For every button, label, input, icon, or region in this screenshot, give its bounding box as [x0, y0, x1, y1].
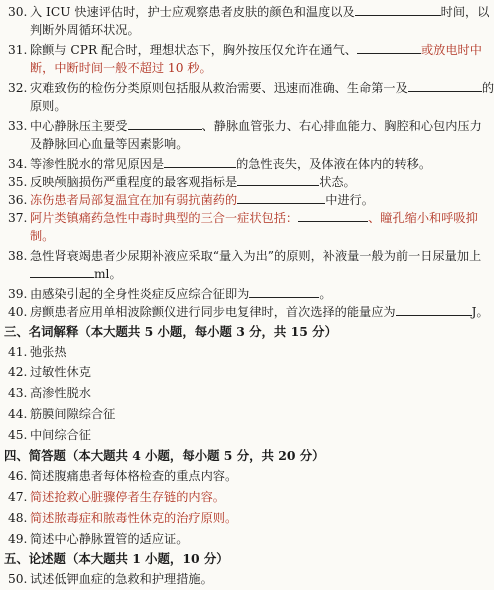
question-35: 35. 反映颅脑损伤严重程度的最客观指标是 状态。	[8, 175, 356, 189]
question-34: 34. 等渗性脱水的常见原因是 的急性丧失，及体液在体内的转移。	[8, 157, 432, 171]
question-45: 45. 中间综合征	[8, 428, 91, 442]
question-47: 47. 简述抢救心脏骤停者生存链的内容。	[8, 490, 225, 504]
question-30-cont: 判断外周循环状况。	[30, 23, 140, 37]
answer-blank[interactable]	[396, 303, 472, 316]
question-46: 46. 简述腹痛患者每体格检查的重点内容。	[8, 469, 238, 483]
question-48: 48. 简述脓毒症和脓毒性休克的治疗原则。	[8, 511, 238, 525]
question-33-cont: 及静脉回心血量等因素影响。	[30, 137, 189, 151]
question-41: 41. 弛张热	[8, 345, 67, 359]
answer-blank[interactable]	[237, 173, 319, 186]
question-32-cont: 原则。	[30, 99, 67, 113]
question-40: 40. 房颤患者应用单相波除颤仪进行同步电复律时，首次选择的能量应为 J。	[8, 305, 489, 319]
question-31: 31. 除颤与 CPR 配合时，理想状态下，胸外按压仅允许在通气、 或放电时中	[8, 43, 482, 57]
answer-blank[interactable]	[237, 191, 325, 204]
question-50: 50. 试述低钾血症的急救和护理措施。	[8, 572, 213, 586]
answer-blank[interactable]	[164, 155, 236, 168]
question-37: 37. 阿片类镇痛药急性中毒时典型的三合一症状包括： 、瞳孔缩小和呼吸抑	[8, 211, 478, 225]
answer-blank[interactable]	[357, 41, 421, 54]
question-43: 43. 高渗性脱水	[8, 386, 91, 400]
question-38: 38. 急性肾衰竭患者少尿期补液应采取“量入为出”的原则，补液量一般为前一日尿量加上	[8, 249, 482, 263]
answer-blank[interactable]	[30, 265, 94, 278]
answer-blank[interactable]	[408, 79, 482, 92]
answer-blank[interactable]	[249, 285, 319, 298]
question-32: 32. 灾难致伤的检伤分类原则包括服从救治需要、迅速而准确、生命第一及 的	[8, 81, 494, 95]
answer-blank[interactable]	[355, 3, 441, 16]
answer-blank[interactable]	[128, 117, 202, 130]
question-33: 33. 中心静脉压主要受 、静脉血管张力、右心排血能力、胸腔和心包内压力	[8, 119, 482, 133]
section-heading-essay: 五、论述题（本大题共 1 小题，10 分）	[4, 551, 229, 566]
section-heading-terms: 三、名词解释（本大题共 5 小题，每小题 3 分，共 15 分）	[4, 324, 337, 339]
section-heading-short-answer: 四、简答题（本大题共 4 小题，每小题 5 分，共 20 分）	[4, 448, 325, 463]
question-38-cont: ml。	[30, 264, 482, 284]
question-44: 44. 筋膜间隙综合征	[8, 407, 116, 421]
answer-blank[interactable]	[298, 209, 368, 222]
question-31-cont: 断，中断时间一般不超过 10 秒。	[30, 61, 212, 75]
question-30: 30. 入 ICU 快速评估时，护士应观察患者皮肤的颜色和温度以及 时间，以	[8, 5, 490, 19]
question-42: 42. 过敏性休克	[8, 365, 91, 379]
question-37-cont: 制。	[30, 229, 55, 243]
question-39: 39. 由感染引起的全身性炎症反应综合征即为 。	[8, 287, 332, 301]
question-49: 49. 简述中心静脉置管的适应证。	[8, 532, 189, 546]
question-36: 36. 冻伤患者局部复温宜在加有弱抗菌药的 中进行。	[8, 193, 374, 207]
